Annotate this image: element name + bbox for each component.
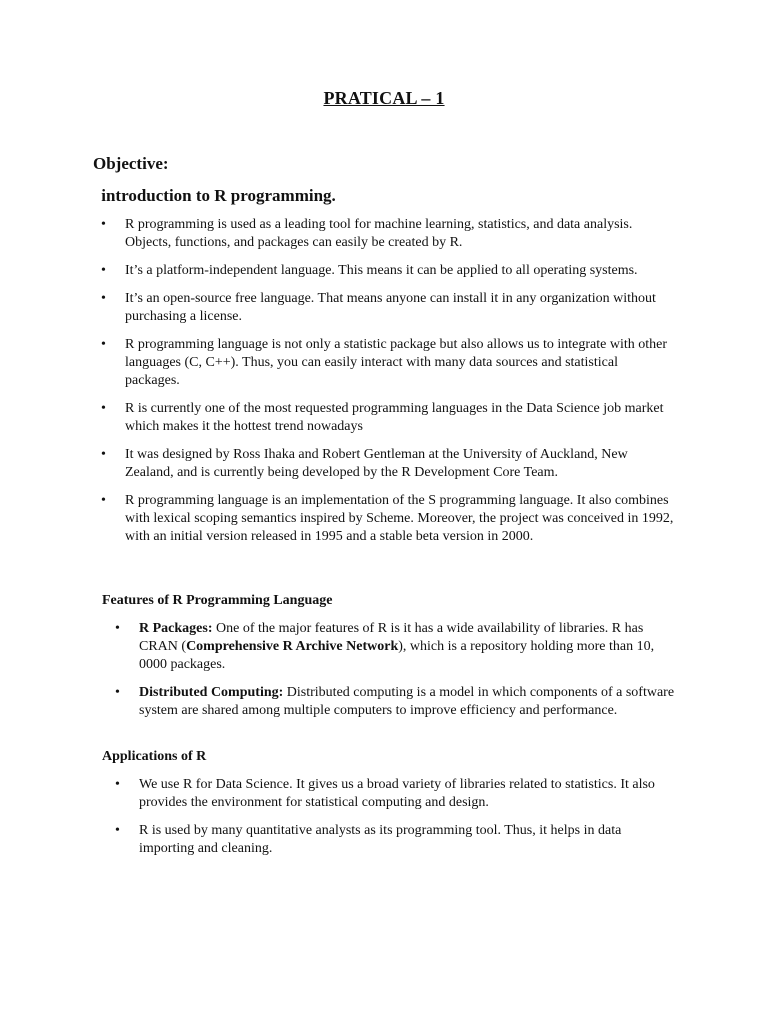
intro-bullet: • R programming is used as a leading tool for machine learning, statistics, and data analysis. Objects, functions, and packages can easily be created by R. xyxy=(0,216,675,252)
intro-bullet: • R programming language is an implementation of the S programming language. It also combines with lexical scoping semantics inspired by Scheme. Moreover, the project was conceived in 1992, with an initial version released in 1995 and a stable beta version in 2000. xyxy=(0,492,675,546)
page-title: PRATICAL – 1 xyxy=(323,88,445,108)
application-item: • We use R for Data Science. It gives us a broad variety of libraries related to statistics. It also provides the environment for statistical computing and design. xyxy=(0,776,677,812)
intro-bullet: • R programming language is not only a statistic package but also allows us to integrate with other languages (C, C++). Thus, you can easily interact with many data sources and statistical packages. xyxy=(0,336,675,390)
intro-bullet: • R is currently one of the most requested programming languages in the Data Science job market which makes it the hottest trend nowadays xyxy=(0,400,675,436)
feature-packages-label: R Packages: xyxy=(139,621,213,636)
feature-distributed-text: Distributed computing is a model in which components of a software system are shared among multiple computers to improve efficiency and performance. xyxy=(139,685,675,718)
feature-packages-text-end: ), which is a repository holding more than 10, 0000 packages. xyxy=(139,639,655,672)
applications-list xyxy=(0,776,768,868)
feature-distributed-computing xyxy=(0,684,677,720)
application-item: • R is used by many quantitative analysts as its programming tool. Thus, it helps in data importing and cleaning. xyxy=(0,822,677,858)
feature-r-packages xyxy=(0,620,677,674)
features-list xyxy=(0,620,768,730)
intro-bullet-list xyxy=(0,216,768,556)
applications-heading: Applications of R xyxy=(102,749,207,764)
intro-bullet: • It’s an open-source free language. That means anyone can install it in any organization without purchasing a license. xyxy=(0,290,675,326)
feature-packages-text: One of the major features of R is it has a wide availability of libraries. R has CRAN ( xyxy=(139,621,644,654)
intro-bullet: • It was designed by Ross Ihaka and Robert Gentleman at the University of Auckland, New Zealand, and is currently being developed by the R Development Core Team. xyxy=(0,446,675,482)
feature-distributed-label: Distributed Computing: xyxy=(139,685,284,700)
feature-cran-name: Comprehensive R Archive Network xyxy=(186,639,399,654)
objective-label: Objective: xyxy=(93,154,169,173)
intro-bullet: • It’s a platform-independent language. This means it can be applied to all operating systems. xyxy=(0,262,675,280)
intro-heading: introduction to R programming. xyxy=(97,186,336,205)
features-heading: Features of R Programming Language xyxy=(102,593,333,608)
